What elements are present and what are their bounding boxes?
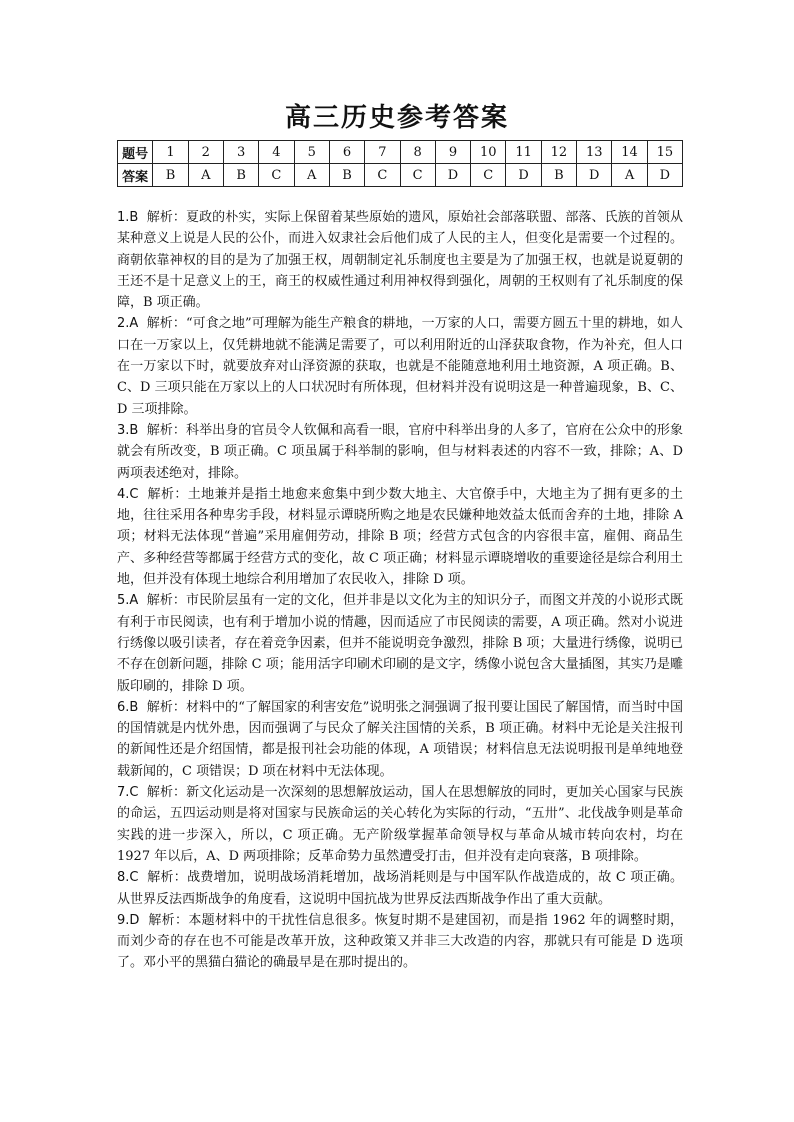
- answer-cell: B: [153, 164, 188, 187]
- explanation-paragraph: [117, 782, 683, 867]
- question-number-cell: 12: [541, 141, 576, 164]
- question-answer-label: 5.A: [117, 593, 139, 609]
- explanation-paragraph: [117, 697, 683, 782]
- question-number-cell: 2: [188, 141, 223, 164]
- explanation-paragraph: [117, 484, 683, 590]
- question-answer-label: 8.C: [117, 870, 139, 886]
- explanation-text: 解析：科举出身的官员令人钦佩和高看一眼，官府中科举出身的人多了，官府在公众中的形象就会有所改变，B 项正确。C 项虽属于科举制的影响，但与材料表述的内容不一致，排除；A、D 两项表述绝对，排除。: [117, 422, 683, 481]
- answer-cell: B: [329, 164, 364, 187]
- explanation-text: 解析：本题材料中的干扰性信息很多。恢复时期不是建国初，而是指 1962 年的调整时期，而刘少奇的存在也不可能是改革开放，这种政策又并非三大改造的内容，那就只有可能是 D 选项了。邓小平的黑猫白猫论的确最早是在那时提出的。: [117, 912, 683, 971]
- answer-table: [117, 140, 683, 187]
- explanation-paragraph: [117, 590, 683, 696]
- question-number-cell: 10: [471, 141, 506, 164]
- question-number-cell: 14: [612, 141, 647, 164]
- answer-cell: C: [259, 164, 294, 187]
- answer-cell: C: [400, 164, 435, 187]
- question-number-cell: 1: [153, 141, 188, 164]
- explanation-text: 解析：市民阶层虽有一定的文化，但并非是以文化为主的知识分子，而图文并茂的小说形式既有利于市民阅读，也有利于增加小说的情趣，因而适应了市民阅读的需要，A 项正确。然对小说进行绣像以吸引读者，存在着竞争因素，但并不能说明竞争激烈，排除 B 项；大量进行绣像，说明已不存在创新问题，排除 C 项；能用活字印刷术印刷的是文字，绣像小说包含大量插图，其实乃是雕版印刷的，排除 D 项。: [117, 593, 683, 694]
- question-answer-label: 3.B: [117, 422, 139, 438]
- answer-header: 答案: [118, 164, 153, 187]
- question-answer-label: 7.C: [117, 785, 139, 801]
- answer-cell: D: [506, 164, 541, 187]
- question-number-cell: 15: [647, 141, 682, 164]
- question-number-header: 题号: [118, 141, 153, 164]
- explanation-text: 解析：“可食之地”可理解为能生产粮食的耕地，一万家的人口，需要方圆五十里的耕地，如人口在一万家以上，仅凭耕地就不能满足需要了，可以利用附近的山泽获取食物，作为补充，但人口在一万家以下时，就要放弃对山泽资源的获取，也就是不能随意地利用土地资源，A 项正确。B、C、D 三项只能在万家以上的人口状况时有所体现，但材料并没有说明这是一种普遍现象，B、C、D 三项排除。: [117, 316, 684, 417]
- answer-cell: C: [471, 164, 506, 187]
- explanation-text: 解析：材料中的“了解国家的利害安危”说明张之洞强调了报刊要让国民了解国情，而当时中国的国情就是内忧外患，因而强调了与民众了解关注国情的关系，B 项正确。材料中无论是关注报刊的新闻性还是介绍国情，都是报刊社会功能的体现，A 项错误；材料信息无法说明报刊是单纯地登载新闻的，C 项错误；D 项在材料中无法体现。: [117, 699, 684, 779]
- question-number-cell: 8: [400, 141, 435, 164]
- question-answer-label: 6.B: [117, 699, 139, 715]
- question-number-cell: 3: [223, 141, 258, 164]
- question-answer-label: 9.D: [117, 912, 140, 928]
- explanation-paragraph: [117, 207, 683, 313]
- answer-cell: C: [365, 164, 400, 187]
- explanation-text: 解析：战费增加，说明战场消耗增加，战场消耗则是与中国军队作战造成的，故 C 项正确。从世界反法西斯战争的角度看，这说明中国抗战为世界反法西斯战争作出了重大贡献。: [117, 870, 683, 907]
- explanation-text: 解析：新文化运动是一次深刻的思想解放运动，国人在思想解放的同时，更加关心国家与民族的命运，五四运动则是将对国家与民族命运的关心转化为实际的行动，“五卅”、北伐战争则是革命实践的进一步深入，所以，C 项正确。无产阶级掌握革命领导权与革命从城市转向农村，均在 1927 年以后，A、D 两项排除；反革命势力虽然遭受打击，但并没有走向衰落，B 项排除。: [117, 785, 683, 864]
- question-answer-label: 2.A: [117, 316, 139, 332]
- explanation-text: 解析：土地兼并是指土地愈来愈集中到少数大地主、大官僚手中，大地主为了拥有更多的土地，往往采用各种卑劣手段，材料显示谭晓所购之地是农民嫌种地效益太低而舍弃的土地，排除 A 项；材料无法体现“普遍”采用雇佣劳动，排除 B 项；经营方式包含的内容很丰富，雇佣、商品生产、多种经营等都属于经营方式的变化，故 C 项正确；材料显示谭晓增收的重要途径是综合利用土地，但并没有体现土地综合利用增加了农民收入，排除 D 项。: [117, 486, 683, 588]
- question-number-cell: 5: [294, 141, 329, 164]
- answer-cell: A: [294, 164, 329, 187]
- question-answer-label: 4.C: [117, 486, 139, 502]
- explanation-paragraph: [117, 867, 683, 910]
- answer-cell: D: [577, 164, 612, 187]
- question-number-cell: 13: [577, 141, 612, 164]
- explanation-paragraph: [117, 420, 683, 484]
- answer-cell: A: [188, 164, 223, 187]
- answer-cell: A: [612, 164, 647, 187]
- answer-row: [118, 164, 683, 187]
- explanation-paragraph: [117, 910, 683, 974]
- question-number-cell: 11: [506, 141, 541, 164]
- question-number-row: [118, 141, 683, 164]
- answer-cell: B: [541, 164, 576, 187]
- answer-cell: D: [435, 164, 470, 187]
- question-number-cell: 9: [435, 141, 470, 164]
- explanations-section: [117, 207, 683, 974]
- answer-cell: B: [223, 164, 258, 187]
- question-number-cell: 4: [259, 141, 294, 164]
- explanation-text: 解析：夏政的朴实，实际上保留着某些原始的遗风，原始社会部落联盟、部落、氏族的首领从某种意义上说是人民的公仆，而进入奴隶社会后他们成了人民的主人，但变化是需要一个过程的。商朝依靠神权的目的是为了加强王权，周朝制定礼乐制度也主要是为了加强王权，也就是说夏朝的王还不是十足意义上的王，商王的权威性通过利用神权得到强化，周朝的王权则有了礼乐制度的保障，B 项正确。: [117, 210, 683, 311]
- answer-cell: D: [647, 164, 682, 187]
- question-number-cell: 7: [365, 141, 400, 164]
- question-number-cell: 6: [329, 141, 364, 164]
- page-title: 高三历史参考答案: [284, 103, 509, 133]
- explanation-paragraph: [117, 313, 683, 419]
- question-answer-label: 1.B: [117, 210, 139, 225]
